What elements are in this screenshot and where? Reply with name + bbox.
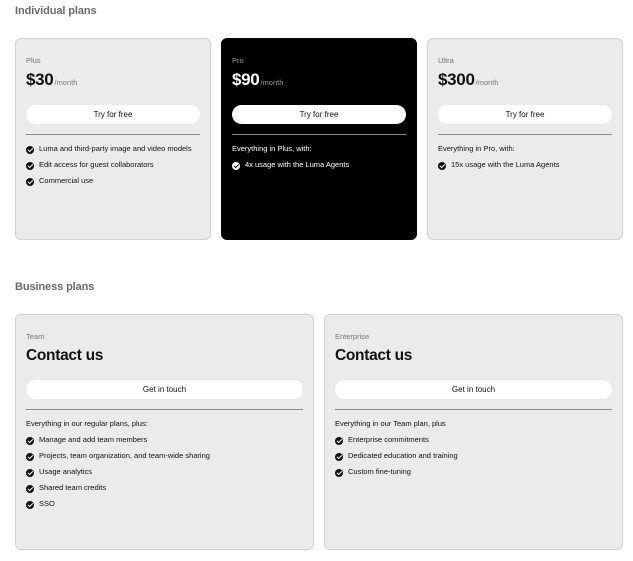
plan-price: $90 bbox=[232, 70, 260, 89]
feature-label: Luma and third-party image and video models bbox=[39, 144, 192, 153]
plan-price: $300 bbox=[438, 70, 475, 89]
feature-item bbox=[232, 160, 406, 171]
check-circle-icon bbox=[335, 453, 343, 461]
divider bbox=[438, 134, 612, 135]
divider bbox=[232, 134, 406, 135]
contact-heading: Contact us bbox=[335, 347, 413, 364]
divider bbox=[335, 409, 612, 410]
check-circle-icon bbox=[26, 178, 34, 186]
check-circle-icon bbox=[26, 485, 34, 493]
check-circle-icon bbox=[26, 501, 34, 509]
check-circle-icon bbox=[335, 469, 343, 477]
plan-card-enterprise bbox=[324, 314, 623, 550]
plan-name: Pro bbox=[232, 56, 244, 65]
plan-name: Team bbox=[26, 332, 45, 341]
feature-item bbox=[26, 451, 303, 462]
check-circle-icon bbox=[26, 453, 34, 461]
feature-list bbox=[232, 160, 406, 171]
get-in-touch-button[interactable]: Get in touch bbox=[335, 380, 612, 399]
feature-intro: Everything in our Team plan, plus bbox=[335, 419, 446, 428]
contact-heading: Contact us bbox=[26, 347, 104, 364]
plan-card-plus bbox=[15, 38, 211, 240]
check-circle-icon bbox=[26, 469, 34, 477]
check-circle-icon bbox=[26, 437, 34, 445]
try-for-free-button[interactable]: Try for free bbox=[438, 105, 612, 124]
feature-label: Commercial use bbox=[39, 176, 94, 185]
plan-price: $30 bbox=[26, 70, 54, 89]
feature-label: 15x usage with the Luma Agents bbox=[451, 160, 560, 169]
price-period: /month bbox=[260, 78, 284, 87]
feature-label: Shared team credits bbox=[39, 483, 107, 492]
feature-item bbox=[26, 435, 303, 446]
individual-plans-heading: Individual plans bbox=[15, 5, 97, 17]
feature-item bbox=[438, 160, 612, 171]
feature-item bbox=[335, 467, 612, 478]
check-circle-icon bbox=[232, 162, 240, 170]
feature-list bbox=[335, 435, 612, 478]
get-in-touch-button[interactable]: Get in touch bbox=[26, 380, 303, 399]
feature-list bbox=[26, 144, 200, 187]
feature-item bbox=[26, 160, 200, 171]
plan-name: Ultra bbox=[438, 56, 454, 65]
business-plans-heading: Business plans bbox=[15, 281, 95, 293]
feature-item bbox=[26, 176, 200, 187]
check-circle-icon bbox=[335, 437, 343, 445]
feature-item bbox=[26, 144, 200, 155]
price-period: /month bbox=[475, 78, 499, 87]
try-for-free-button[interactable]: Try for free bbox=[232, 105, 406, 124]
feature-label: Usage analytics bbox=[39, 467, 92, 476]
feature-item bbox=[26, 467, 303, 478]
feature-item bbox=[26, 499, 303, 510]
feature-intro: Everything in our regular plans, plus: bbox=[26, 419, 148, 428]
plan-card-team bbox=[15, 314, 314, 550]
price-row bbox=[232, 70, 406, 92]
feature-list bbox=[438, 160, 612, 171]
feature-label: Enterprise commitments bbox=[348, 435, 429, 444]
feature-label: Manage and add team members bbox=[39, 435, 148, 444]
plan-name: Enterprise bbox=[335, 332, 370, 341]
feature-list bbox=[26, 435, 303, 510]
feature-intro: Everything in Pro, with: bbox=[438, 144, 515, 153]
plan-card-ultra bbox=[427, 38, 623, 240]
feature-label: SSO bbox=[39, 499, 55, 508]
check-circle-icon bbox=[26, 146, 34, 154]
price-row bbox=[26, 70, 200, 92]
plan-name: Plus bbox=[26, 56, 41, 65]
feature-item bbox=[335, 451, 612, 462]
check-circle-icon bbox=[438, 162, 446, 170]
divider bbox=[26, 409, 303, 410]
try-for-free-button[interactable]: Try for free bbox=[26, 105, 200, 124]
feature-item bbox=[335, 435, 612, 446]
feature-label: Projects, team organization, and team-wide sharing bbox=[39, 451, 210, 460]
divider bbox=[26, 134, 200, 135]
feature-label: Custom fine-tuning bbox=[348, 467, 411, 476]
feature-intro: Everything in Plus, with: bbox=[232, 144, 312, 153]
plan-card-pro bbox=[221, 38, 417, 240]
feature-label: 4x usage with the Luma Agents bbox=[245, 160, 350, 169]
feature-label: Edit access for guest collaborators bbox=[39, 160, 154, 169]
feature-item bbox=[26, 483, 303, 494]
price-row bbox=[438, 70, 612, 92]
price-period: /month bbox=[54, 78, 78, 87]
check-circle-icon bbox=[26, 162, 34, 170]
feature-label: Dedicated education and training bbox=[348, 451, 458, 460]
